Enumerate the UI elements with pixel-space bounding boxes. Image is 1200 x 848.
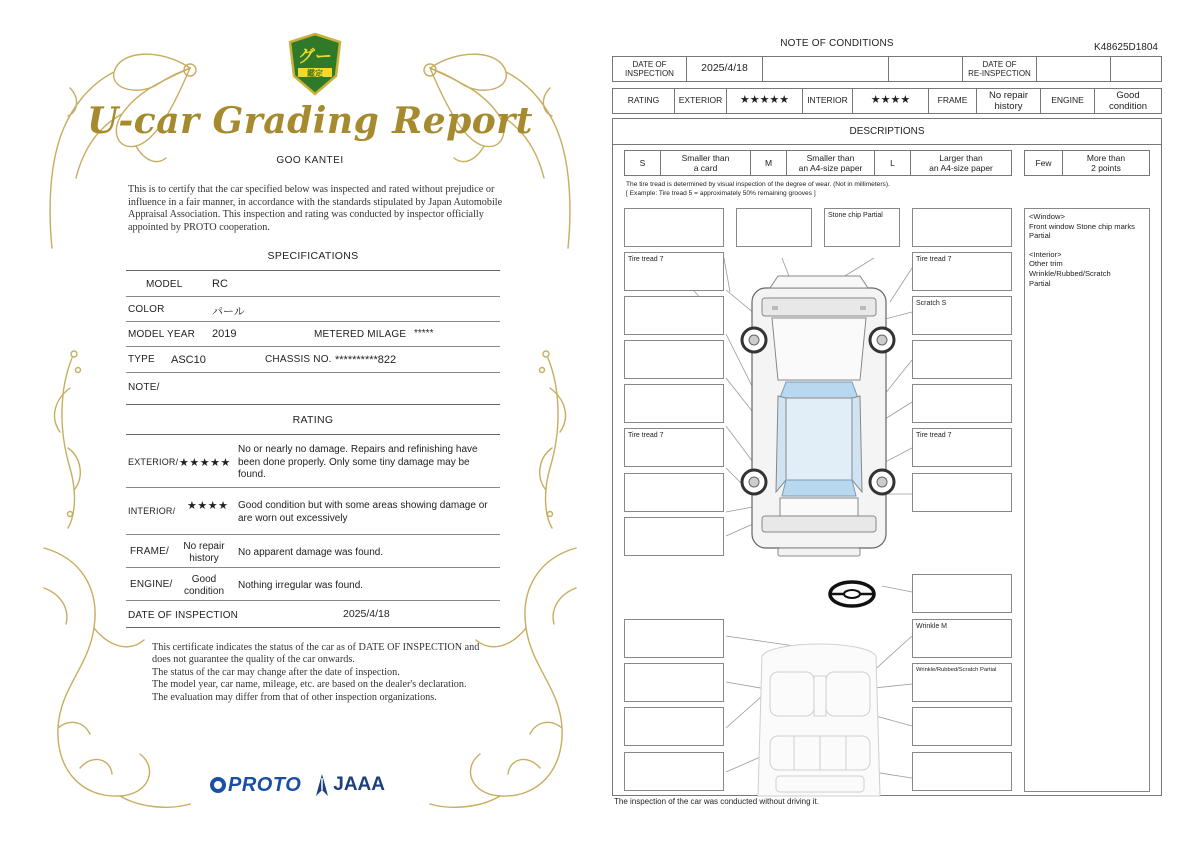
divider [126, 600, 500, 601]
certificate-title: U-car Grading Report [87, 100, 533, 142]
legend-l-desc [911, 151, 1011, 175]
damage-note-box [624, 707, 724, 746]
damage-note-box [624, 208, 724, 247]
footer-line: This certificate indicates the status of the car as of DATE OF INSPECTION and does not guarantee the quality of the car onwards. [152, 642, 480, 666]
certificate-intro: This is to certify that the car specified below was inspected and rated without prejudice or influence in a fair manner, in accordance with the standards stipulated by Japan Automobile Appraisal Association. This inspection and rating was conducted by inspector officially appointed by PROTO cooperation. [128, 184, 503, 233]
tread-note-line: [ Example: Tire tread 5 = approximately 50% remaining grooves ] [626, 190, 816, 197]
model-year-label: MODEL YEAR [128, 329, 196, 340]
note-tire-rear-left: Tire tread 7 [628, 432, 664, 439]
rating-heading: RATING [292, 414, 334, 426]
damage-note-box [912, 752, 1012, 791]
date-row [612, 56, 1162, 82]
date-of-reinspection-value [1037, 57, 1111, 81]
value-line: Good [1116, 90, 1140, 101]
window-notes-heading: <Window> [1029, 212, 1065, 221]
legend-line: Smaller than [681, 152, 730, 163]
legend-line: a card [693, 163, 718, 173]
divider [126, 296, 500, 297]
jaaa-logo [315, 773, 385, 797]
empty-cell [1111, 57, 1161, 81]
damage-note-box [624, 296, 724, 335]
damage-note-box [912, 208, 1012, 247]
damage-note-box [912, 296, 1012, 335]
footer-line: The model year, car name, mileage, etc. are based on the dealer's declaration. [152, 679, 467, 691]
jaaa-logo-text: JAAA [333, 774, 385, 795]
empty-cell [763, 57, 889, 81]
engine-label: ENGINE/ [130, 579, 173, 590]
descriptions-heading: DESCRIPTIONS [613, 119, 1161, 145]
model-label: MODEL [146, 279, 183, 290]
legend-s-desc [661, 151, 751, 175]
frame-value [977, 89, 1041, 113]
engine-label: ENGINE [1041, 89, 1095, 113]
label-line: INSPECTION [625, 69, 674, 78]
divider [126, 270, 500, 271]
damage-note-box [912, 384, 1012, 423]
legend-few: Few [1025, 151, 1063, 175]
chassis-value: **********822 [335, 354, 397, 366]
damage-note-box [624, 340, 724, 379]
damage-note-box [912, 707, 1012, 746]
divider [126, 404, 500, 405]
jaaa-mark-icon [315, 773, 329, 797]
damage-note-box [736, 208, 812, 247]
specifications-heading: SPECIFICATIONS [267, 250, 359, 262]
divider [126, 372, 500, 373]
svg-text:グー: グー [298, 47, 332, 67]
goo-kantei-shield-logo [286, 32, 344, 96]
rating-row [612, 88, 1162, 114]
damage-note-box [624, 473, 724, 512]
damage-note-box [624, 252, 724, 291]
date-of-reinspection-label [963, 57, 1037, 81]
frame-label: FRAME [929, 89, 977, 113]
noc-title: NOTE OF CONDITIONS [780, 38, 894, 49]
damage-note-box [912, 663, 1012, 702]
noc-footer: The inspection of the car was conducted without driving it. [614, 797, 819, 806]
note-tire-front-right: Tire tread 7 [916, 256, 952, 263]
divider [126, 321, 500, 322]
legend-line: More than [1086, 152, 1126, 163]
engine-value-line1: Good [191, 574, 217, 585]
type-label: TYPE [128, 354, 155, 365]
chassis-label: CHASSIS NO. [265, 354, 332, 365]
count-legend [1024, 150, 1150, 176]
engine-description: Nothing irregular was found. [238, 580, 364, 591]
label-line: DATE OF [982, 59, 1017, 69]
legend-line: an A4-size paper [929, 163, 993, 173]
footer-line: The status of the car may change after the date of inspection. [152, 666, 400, 678]
damage-note-box [912, 340, 1012, 379]
interior-label: INTERIOR [803, 89, 853, 113]
interior-stars: ★★★★ [853, 89, 929, 113]
footer-line: The evaluation may differ from that of other inspection organizations. [152, 691, 437, 703]
legend-l: L [875, 151, 911, 175]
divider [126, 567, 500, 568]
grading-certificate [40, 28, 580, 828]
legend-line: Larger than [939, 152, 983, 163]
damage-note-box [624, 384, 724, 423]
divider [126, 434, 500, 435]
exterior-description: No or nearly no damage. Repairs and refinishing have been done properly. Only some tiny damage may be found. [238, 444, 478, 480]
legend-line: an A4-size paper [798, 163, 863, 173]
legend-s: S [625, 151, 661, 175]
value-line: condition [1108, 101, 1148, 112]
damage-note-box [624, 428, 724, 467]
interior-description: Good condition but with some areas showing damage or are worn out excessively [238, 500, 488, 524]
divider [126, 534, 500, 535]
note-scratch: Scratch S [916, 300, 947, 307]
window-notes-body: Front window Stone chip marks Partial [1029, 221, 1135, 241]
damage-note-box [624, 619, 724, 658]
rating-label: RATING [613, 89, 675, 113]
damage-note-box [824, 208, 900, 247]
certificate-footer [152, 642, 492, 704]
interior-notes-line: Other trim [1029, 259, 1063, 269]
svg-text:鑑定: 鑑定 [307, 69, 323, 78]
divider [126, 487, 500, 488]
gold-floral-ornament [40, 28, 580, 828]
damage-note-box [624, 517, 724, 556]
legend-few-desc [1063, 151, 1149, 175]
legend-m: M [751, 151, 787, 175]
note-wrinkle: Wrinkle M [916, 623, 947, 630]
legend-line: Smaller than [806, 152, 855, 163]
exterior-stars: ★★★★★ [179, 457, 231, 469]
issuer-logos [210, 770, 410, 800]
interior-stars: ★★★★ [187, 500, 229, 512]
type-value: ASC10 [171, 354, 206, 366]
proto-mark-icon [210, 777, 226, 793]
model-year-value: 2019 [212, 328, 237, 340]
metered-mileage-value: ***** [414, 328, 434, 339]
damage-note-box [912, 252, 1012, 291]
interior-notes-heading: <Interior> [1029, 249, 1062, 259]
label-line: DATE OF [632, 59, 667, 69]
value-line: history [994, 101, 1023, 112]
model-value: RC [212, 278, 228, 290]
frame-value [174, 541, 234, 565]
condition-notes [1024, 208, 1150, 792]
interior-notes-line: Partial [1029, 278, 1051, 288]
damage-note-box [624, 663, 724, 702]
empty-cell [889, 57, 963, 81]
divider [126, 346, 500, 347]
frame-value-line2: history [189, 553, 219, 564]
damage-note-box [912, 574, 1012, 613]
metered-mileage-label: METERED MILAGE [314, 329, 407, 340]
engine-value [1095, 89, 1161, 113]
date-of-inspection-label [613, 57, 687, 81]
noc-code: K48625D1804 [1094, 42, 1158, 53]
note-stone-chip: Stone chip Partial [828, 212, 883, 219]
note-tire-rear-right: Tire tread 7 [916, 432, 952, 439]
date-of-inspection-label: DATE OF INSPECTION [128, 610, 239, 621]
exterior-label: EXTERIOR/ [128, 457, 179, 467]
frame-label: FRAME/ [130, 546, 169, 557]
color-label: COLOR [128, 304, 165, 315]
tread-note-line: The tire tread is determined by visual inspection of the degree of wear. (Not in millimeters). [626, 181, 890, 188]
engine-value [174, 574, 234, 598]
legend-m-desc [787, 151, 875, 175]
note-wrinkle-rubbed: Wrinkle/Rubbed/Scratch Partial [916, 667, 997, 673]
damage-note-box [912, 619, 1012, 658]
color-value: パール [212, 306, 245, 318]
damage-note-box [912, 428, 1012, 467]
divider [126, 627, 500, 628]
label-line: RE-INSPECTION [968, 69, 1031, 78]
value-line: No repair [988, 90, 1029, 101]
exterior-stars: ★★★★★ [727, 89, 803, 113]
frame-value-line1: No repair [183, 541, 225, 552]
legend-line: 2 points [1091, 163, 1121, 173]
engine-value-line2: condition [183, 586, 225, 597]
tire-tread-note [626, 180, 890, 198]
interior-notes-line: Wrinkle/Rubbed/Scratch [1029, 268, 1111, 278]
note-label: NOTE/ [128, 382, 160, 393]
damage-note-box [624, 752, 724, 791]
frame-description: No apparent damage was found. [238, 547, 384, 558]
interior-label: INTERIOR/ [128, 506, 176, 516]
note-tire-front-left: Tire tread 7 [628, 256, 664, 263]
proto-logo [210, 774, 301, 797]
note-of-conditions [612, 36, 1164, 816]
proto-logo-text: PROTO [228, 773, 302, 796]
certificate-subtitle: GOO KANTEI [276, 155, 344, 166]
size-legend [624, 150, 1012, 176]
exterior-label: EXTERIOR [675, 89, 727, 113]
damage-note-box [912, 473, 1012, 512]
date-of-inspection-value: 2025/4/18 [687, 57, 763, 81]
date-of-inspection-value: 2025/4/18 [343, 608, 390, 620]
